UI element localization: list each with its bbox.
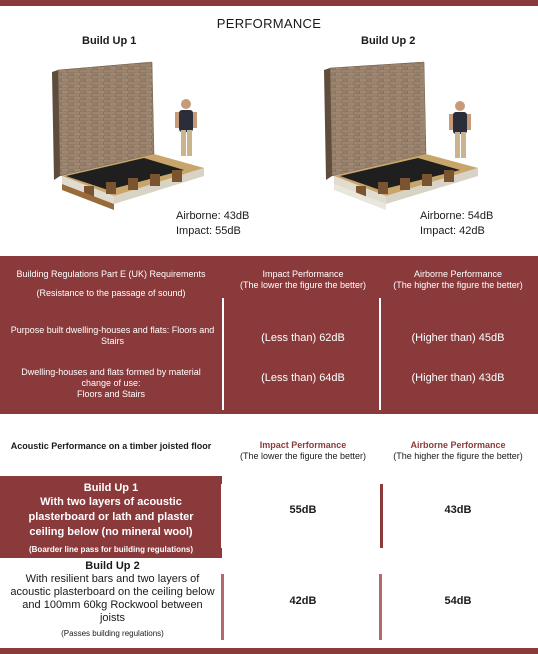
bu1-impact-value: 55dB [289, 504, 317, 516]
regulation-row-1-label: Purpose built dwelling-houses and flats: Floors and Stairs [10, 325, 215, 346]
bu2-airborne-result: Airborne: 54dB [420, 210, 494, 222]
regulation-row-1-airborne: (Higher than) 45dB [411, 332, 505, 344]
bottom-accent-bar [0, 648, 538, 654]
regulations-header: Building Regulations Part E (UK) Requirements (Resistance to the passage of sound) [16, 269, 206, 298]
build-up-2-results [420, 209, 493, 239]
bu2-impact-value: 42dB [289, 595, 317, 607]
build-up-2-row [0, 560, 538, 646]
regulation-row-2-label: Dwelling-houses and flats formed by material change of use: Floors and Stairs [21, 367, 201, 399]
bu1-airborne-result: Airborne: 43dB [176, 210, 250, 222]
bu2-impact-result: Impact: 42dB [420, 225, 485, 237]
regulation-row-1-impact: (Less than) 62dB [261, 332, 345, 344]
acoustic-impact-header: Impact Performance (The lower the figure the better) [239, 440, 367, 461]
column-divider [221, 484, 224, 548]
acoustic-header: Acoustic Performance on a timber joisted floor [10, 441, 212, 451]
build-up-1-description: Build Up 1 With two layers of acoustic plasterboard or lath and plaster ceiling below (no mineral wool) (Boarder line pass for building regulations) [0, 476, 222, 558]
column-divider [379, 298, 381, 410]
airborne-header: Airborne Performance (The higher the figure the better) [393, 269, 523, 290]
person-figure [175, 99, 197, 156]
bu1-airborne-value: 43dB [444, 504, 472, 516]
bu2-airborne-value: 54dB [444, 595, 472, 607]
column-divider [379, 574, 382, 640]
column-divider [221, 574, 224, 640]
build-up-1-illustration [44, 58, 214, 220]
regulations-table [0, 256, 538, 414]
column-divider [222, 298, 224, 410]
build-up-1-results [176, 209, 249, 239]
build-up-2-heading: Build Up 2 [361, 35, 416, 47]
bu1-impact-result: Impact: 55dB [176, 225, 241, 237]
acoustic-airborne-header: Airborne Performance (The higher the figure the better) [393, 440, 523, 461]
regulation-row-2-airborne: (Higher than) 43dB [411, 372, 505, 384]
column-divider [380, 484, 383, 548]
build-up-1-row [0, 476, 538, 558]
build-up-2-description: Build Up 2 With resilient bars and two layers of acoustic plasterboard on the ceiling below and 100mm 60kg Rockwool between joists (Passes building regulations) [10, 560, 215, 638]
build-up-1-heading: Build Up 1 [82, 35, 137, 47]
page-title: PERFORMANCE [216, 16, 322, 31]
build-up-2-illustration [318, 58, 490, 220]
top-accent-bar [0, 0, 538, 6]
impact-header: Impact Performance (The lower the figure the better) [239, 269, 367, 290]
regulation-row-2-impact: (Less than) 64dB [261, 372, 345, 384]
